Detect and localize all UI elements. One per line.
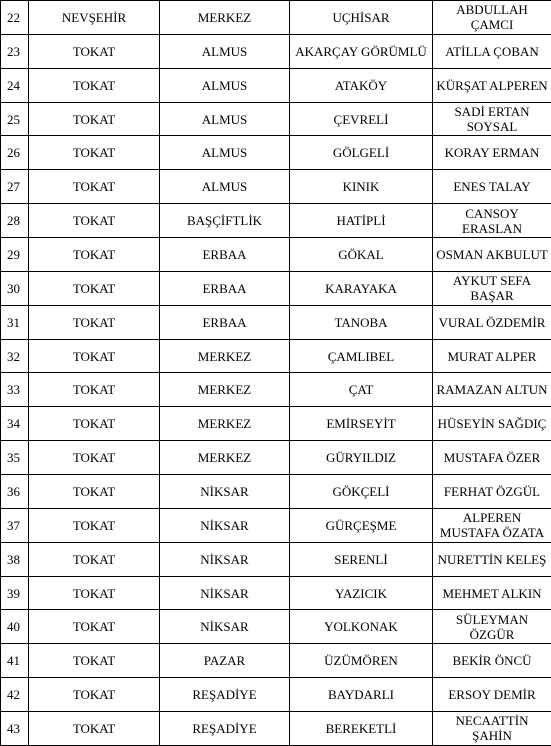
province-cell: TOKAT [29, 305, 160, 339]
row-number-cell: 26 [1, 136, 29, 170]
village-cell: GÜRÇEŞME [290, 508, 433, 542]
district-cell: ERBAA [160, 305, 290, 339]
row-number-cell: 23 [1, 34, 29, 68]
table-row [1, 441, 551, 475]
province-cell: TOKAT [29, 238, 160, 272]
district-cell: REŞADİYE [160, 712, 290, 746]
row-number-cell: 40 [1, 610, 29, 644]
province-cell: TOKAT [29, 204, 160, 238]
district-cell: ERBAA [160, 271, 290, 305]
person-name-cell: NURETTİN KELEŞ [433, 542, 551, 576]
table-row [1, 1, 551, 35]
person-name-cell: ENES TALAY [433, 170, 551, 204]
table-row [1, 712, 551, 746]
table-row [1, 34, 551, 68]
district-cell: REŞADİYE [160, 678, 290, 712]
row-number-cell: 43 [1, 712, 29, 746]
person-name-cell: HÜSEYİN SAĞDIÇ [433, 407, 551, 441]
row-number-cell: 24 [1, 68, 29, 102]
village-cell: ÇAT [290, 373, 433, 407]
person-name-cell: SÜLEYMAN ÖZGÜR [433, 610, 551, 644]
row-number-cell: 28 [1, 204, 29, 238]
district-cell: MERKEZ [160, 441, 290, 475]
province-cell: TOKAT [29, 576, 160, 610]
person-name-cell: NECAATTİN ŞAHİN [433, 712, 551, 746]
person-name-cell: ALPEREN MUSTAFA ÖZATA [433, 508, 551, 542]
row-number-cell: 22 [1, 1, 29, 35]
village-cell: HATİPLİ [290, 204, 433, 238]
person-name-cell: AYKUT SEFA BAŞAR [433, 271, 551, 305]
person-name-cell: KORAY ERMAN [433, 136, 551, 170]
person-name-cell: RAMAZAN ALTUN [433, 373, 551, 407]
row-number-cell: 39 [1, 576, 29, 610]
district-cell: PAZAR [160, 644, 290, 678]
person-name-cell: CANSOY ERASLAN [433, 204, 551, 238]
district-cell: ALMUS [160, 136, 290, 170]
district-cell: BAŞÇİFTLİK [160, 204, 290, 238]
row-number-cell: 30 [1, 271, 29, 305]
district-cell: ALMUS [160, 34, 290, 68]
province-cell: TOKAT [29, 508, 160, 542]
village-cell: ÇAMLIBEL [290, 339, 433, 373]
village-cell: GÖKAL [290, 238, 433, 272]
province-cell: TOKAT [29, 542, 160, 576]
village-cell: KINIK [290, 170, 433, 204]
district-cell: MERKEZ [160, 1, 290, 35]
person-name-cell: MUSTAFA ÖZER [433, 441, 551, 475]
village-cell: ATAKÖY [290, 68, 433, 102]
table-row [1, 644, 551, 678]
district-cell: MERKEZ [160, 373, 290, 407]
person-name-cell: KÜRŞAT ALPEREN [433, 68, 551, 102]
table-row [1, 542, 551, 576]
person-name-cell: MEHMET ALKIN [433, 576, 551, 610]
district-cell: MERKEZ [160, 339, 290, 373]
district-cell: NİKSAR [160, 475, 290, 509]
table-row [1, 475, 551, 509]
person-name-cell: ATİLLA ÇOBAN [433, 34, 551, 68]
province-cell: TOKAT [29, 373, 160, 407]
row-number-cell: 33 [1, 373, 29, 407]
province-cell: TOKAT [29, 271, 160, 305]
village-cell: GÖKÇELİ [290, 475, 433, 509]
table-row [1, 678, 551, 712]
table-row [1, 204, 551, 238]
district-cell: ERBAA [160, 238, 290, 272]
row-number-cell: 27 [1, 170, 29, 204]
district-cell: NİKSAR [160, 576, 290, 610]
village-cell: ÜZÜMÖREN [290, 644, 433, 678]
person-name-cell: BEKİR ÖNCÜ [433, 644, 551, 678]
village-cell: UÇHİSAR [290, 1, 433, 35]
province-cell: TOKAT [29, 610, 160, 644]
district-cell: ALMUS [160, 68, 290, 102]
table-row [1, 238, 551, 272]
village-cell: YOLKONAK [290, 610, 433, 644]
person-name-cell: OSMAN AKBULUT [433, 238, 551, 272]
person-name-cell: SADİ ERTAN SOYSAL [433, 102, 551, 136]
table-row [1, 610, 551, 644]
row-number-cell: 34 [1, 407, 29, 441]
row-number-cell: 41 [1, 644, 29, 678]
province-cell: TOKAT [29, 136, 160, 170]
province-cell: TOKAT [29, 678, 160, 712]
row-number-cell: 37 [1, 508, 29, 542]
village-cell: SERENLİ [290, 542, 433, 576]
person-name-cell: ERSOY DEMİR [433, 678, 551, 712]
district-cell: MERKEZ [160, 407, 290, 441]
person-name-cell: VURAL ÖZDEMİR [433, 305, 551, 339]
table-row [1, 305, 551, 339]
district-cell: ALMUS [160, 102, 290, 136]
table-row [1, 102, 551, 136]
province-cell: TOKAT [29, 34, 160, 68]
row-number-cell: 36 [1, 475, 29, 509]
table-body [1, 1, 551, 746]
province-cell: TOKAT [29, 475, 160, 509]
village-cell: BAYDARLI [290, 678, 433, 712]
village-cell: TANOBA [290, 305, 433, 339]
province-cell: TOKAT [29, 441, 160, 475]
table-row [1, 373, 551, 407]
province-cell: TOKAT [29, 407, 160, 441]
district-cell: NİKSAR [160, 542, 290, 576]
row-number-cell: 35 [1, 441, 29, 475]
table-row [1, 407, 551, 441]
province-cell: TOKAT [29, 339, 160, 373]
table-row [1, 170, 551, 204]
village-cell: KARAYAKA [290, 271, 433, 305]
table-row [1, 339, 551, 373]
district-cell: NİKSAR [160, 508, 290, 542]
person-name-cell: FERHAT ÖZGÜL [433, 475, 551, 509]
village-cell: GÜRYILDIZ [290, 441, 433, 475]
province-cell: TOKAT [29, 712, 160, 746]
village-cell: ÇEVRELİ [290, 102, 433, 136]
row-number-cell: 29 [1, 238, 29, 272]
village-cell: BEREKETLİ [290, 712, 433, 746]
village-cell: EMİRSEYİT [290, 407, 433, 441]
table-row [1, 68, 551, 102]
person-name-cell: ABDULLAH ÇAMCI [433, 1, 551, 35]
row-number-cell: 42 [1, 678, 29, 712]
table-row [1, 576, 551, 610]
province-cell: TOKAT [29, 102, 160, 136]
row-number-cell: 25 [1, 102, 29, 136]
table-row [1, 136, 551, 170]
person-name-cell: MURAT ALPER [433, 339, 551, 373]
province-cell: TOKAT [29, 644, 160, 678]
row-number-cell: 38 [1, 542, 29, 576]
province-cell: NEVŞEHİR [29, 1, 160, 35]
province-cell: TOKAT [29, 170, 160, 204]
table-row [1, 271, 551, 305]
row-number-cell: 32 [1, 339, 29, 373]
province-cell: TOKAT [29, 68, 160, 102]
village-cell: YAZICIK [290, 576, 433, 610]
district-cell: NİKSAR [160, 610, 290, 644]
row-number-cell: 31 [1, 305, 29, 339]
village-cell: AKARÇAY GÖRÜMLÜ [290, 34, 433, 68]
district-cell: ALMUS [160, 170, 290, 204]
table-row [1, 508, 551, 542]
village-cell: GÖLGELİ [290, 136, 433, 170]
